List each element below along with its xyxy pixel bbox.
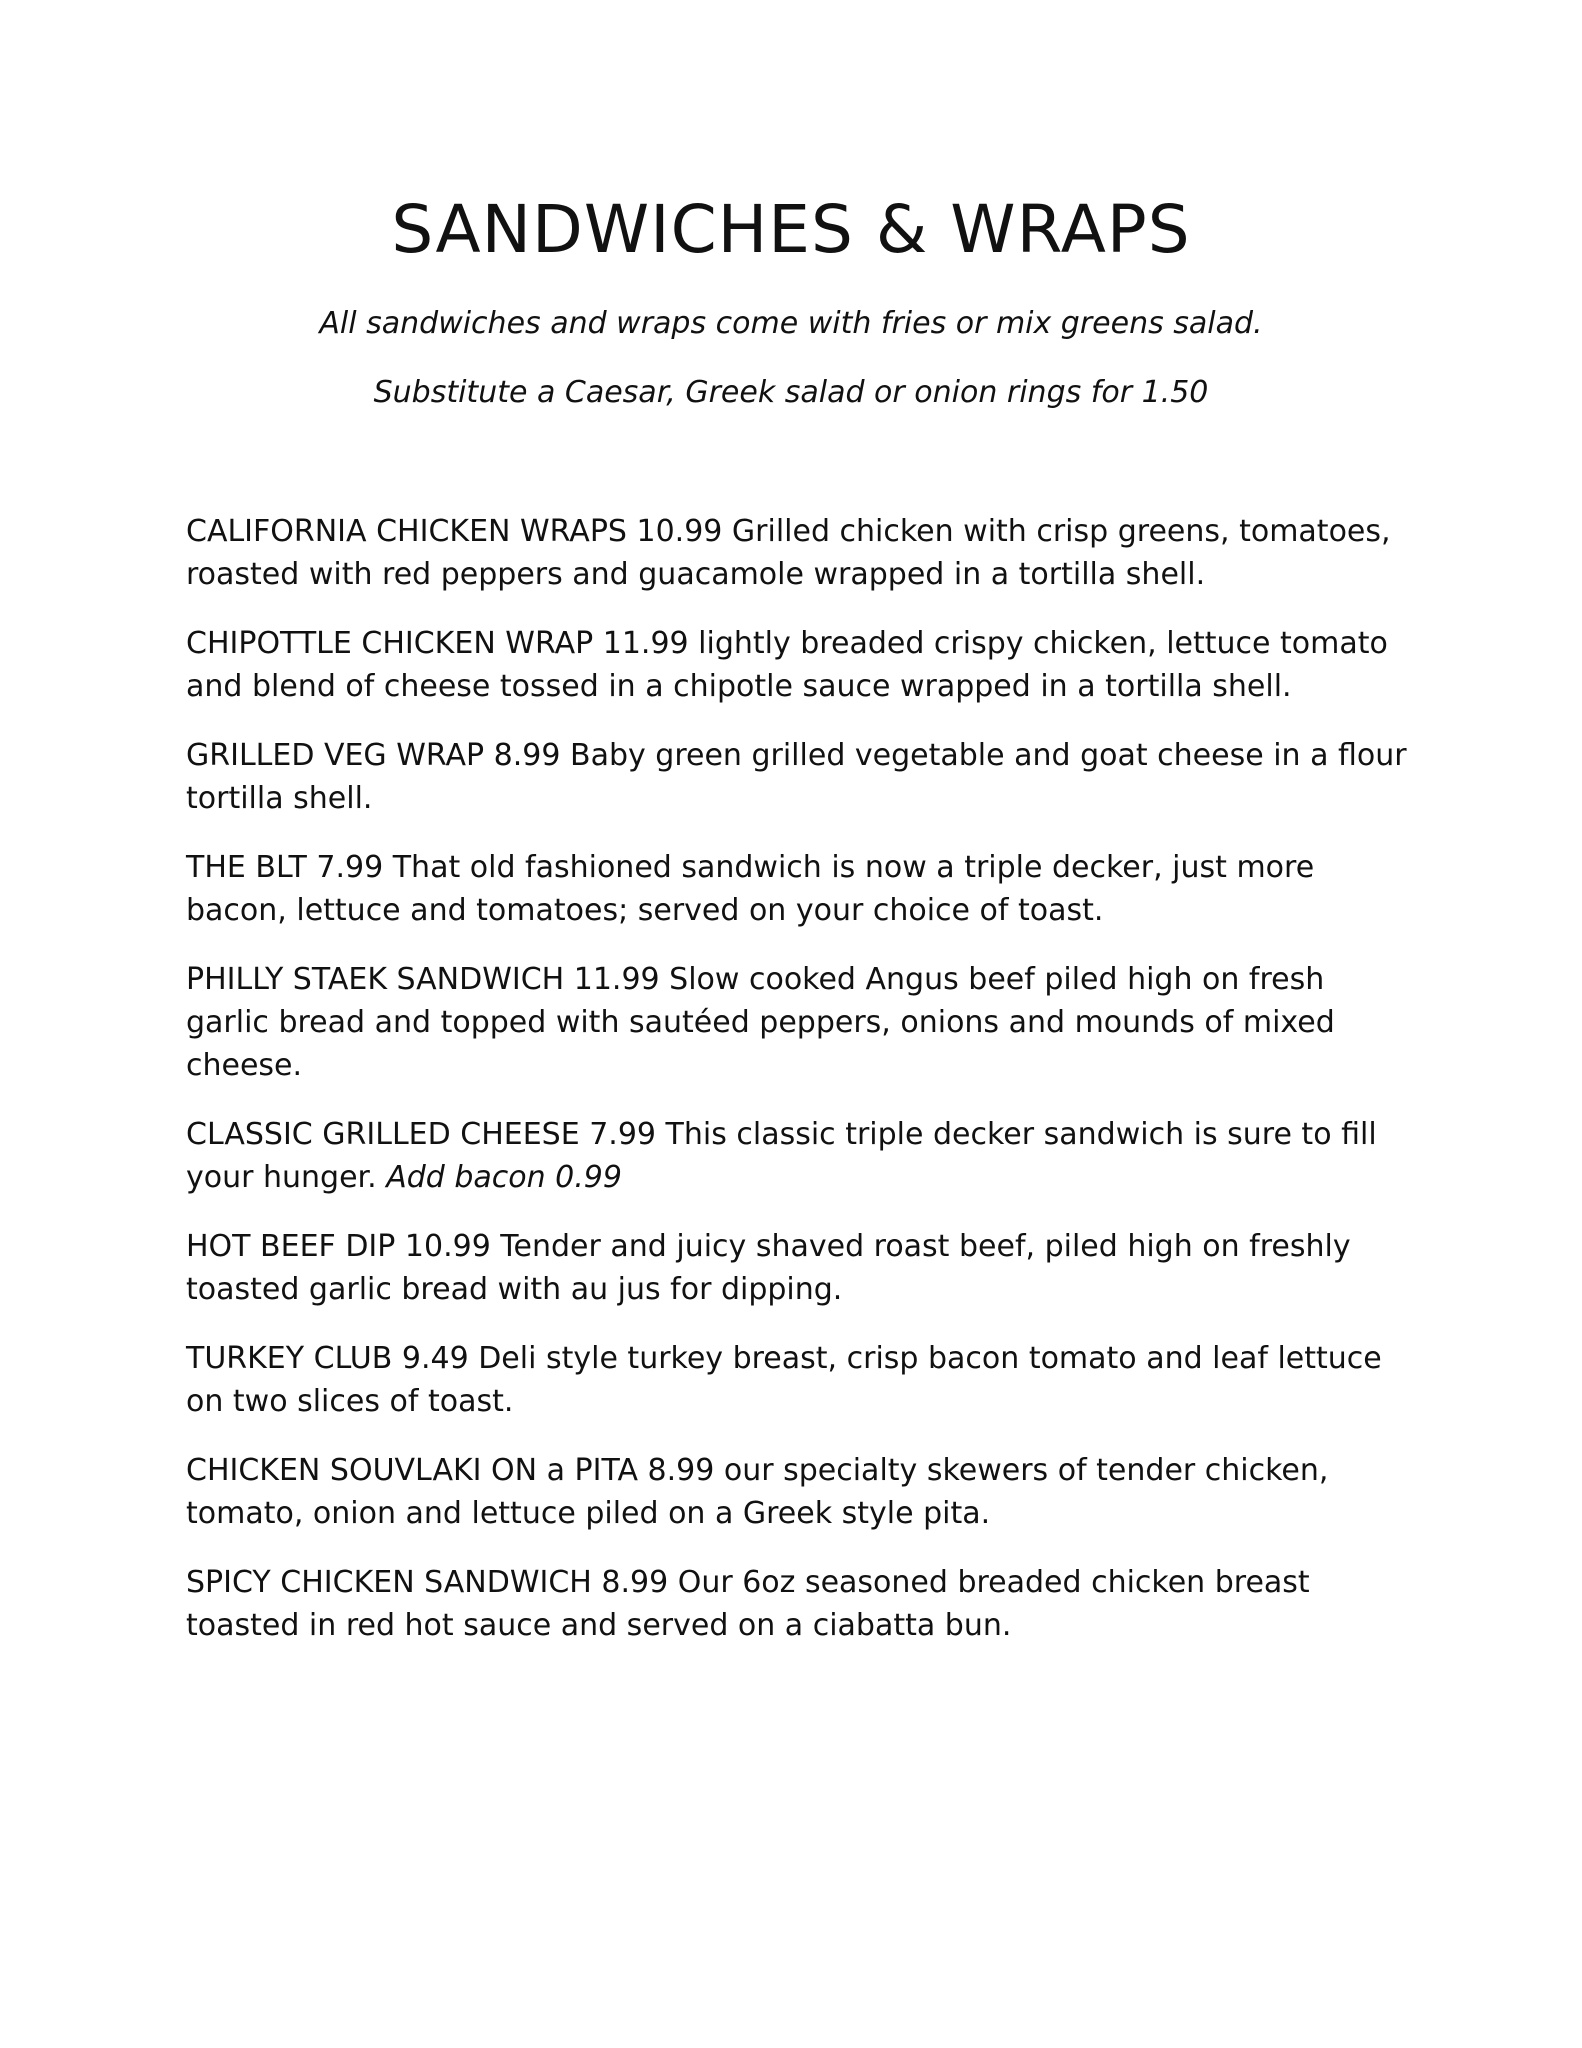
menu-item-text: CLASSIC GRILLED CHEESE 7.99 This classic triple decker sandwich is sure to fill your hunger. <box>186 1117 1377 1195</box>
menu-item-text: GRILLED VEG WRAP 8.99 Baby green grilled vegetable and goat cheese in a flour tortilla shell. <box>186 738 1407 816</box>
menu-item-the-blt <box>186 846 1416 932</box>
menu-item-turkey-club <box>186 1337 1416 1423</box>
menu-item-spicy-chicken-sandwich <box>186 1561 1416 1647</box>
menu-item-addon: Add bacon 0.99 <box>386 1160 622 1195</box>
menu-item-text: CALIFORNIA CHICKEN WRAPS 10.99 Grilled chicken with crisp greens, tomatoes, roasted with red peppers and guacamole wrapped in a tortilla shell. <box>186 514 1391 592</box>
menu-item-classic-grilled-cheese <box>186 1113 1416 1199</box>
menu-item-philly-steak-sandwich <box>186 958 1416 1087</box>
menu-item-text: THE BLT 7.99 That old fashioned sandwich is now a triple decker, just more bacon, lettuce and tomatoes; served on your choice of toast. <box>186 850 1315 928</box>
menu-item-text: HOT BEEF DIP 10.99 Tender and juicy shaved roast beef, piled high on freshly toasted garlic bread with au jus for dipping. <box>186 1229 1351 1307</box>
page-title: SANDWICHES & WRAPS <box>391 191 1191 268</box>
sides-note: All sandwiches and wraps come with fries or mix greens salad. <box>319 306 1263 341</box>
menu-item-text: CHICKEN SOUVLAKI ON a PITA 8.99 our specialty skewers of tender chicken, tomato, onion and lettuce piled on a Greek style pita. <box>186 1453 1329 1531</box>
menu-item-text: TURKEY CLUB 9.49 Deli style turkey breast, crisp bacon tomato and leaf lettuce on two slices of toast. <box>186 1341 1382 1419</box>
substitution-note: Substitute a Caesar, Greek salad or onion rings for 1.50 <box>373 375 1209 410</box>
menu-item-california-chicken-wraps <box>186 510 1416 596</box>
menu-item-hot-beef-dip <box>186 1225 1416 1311</box>
menu-list <box>186 510 1416 1673</box>
menu-item-text: PHILLY STAEK SANDWICH 11.99 Slow cooked Angus beef piled high on fresh garlic bread and topped with sautéed peppers, onions and mounds of mixed cheese. <box>186 962 1335 1083</box>
menu-item-text: SPICY CHICKEN SANDWICH 8.99 Our 6oz seasoned breaded chicken breast toasted in red hot sauce and served on a ciabatta bun. <box>186 1565 1310 1643</box>
menu-item-chipotle-chicken-wrap <box>186 622 1416 708</box>
menu-item-chicken-souvlaki <box>186 1449 1416 1535</box>
menu-item-text: CHIPOTTLE CHICKEN WRAP 11.99 lightly breaded crispy chicken, lettuce tomato and blend of cheese tossed in a chipotle sauce wrapped in a tortilla shell. <box>186 626 1388 704</box>
menu-item-grilled-veg-wrap <box>186 734 1416 820</box>
